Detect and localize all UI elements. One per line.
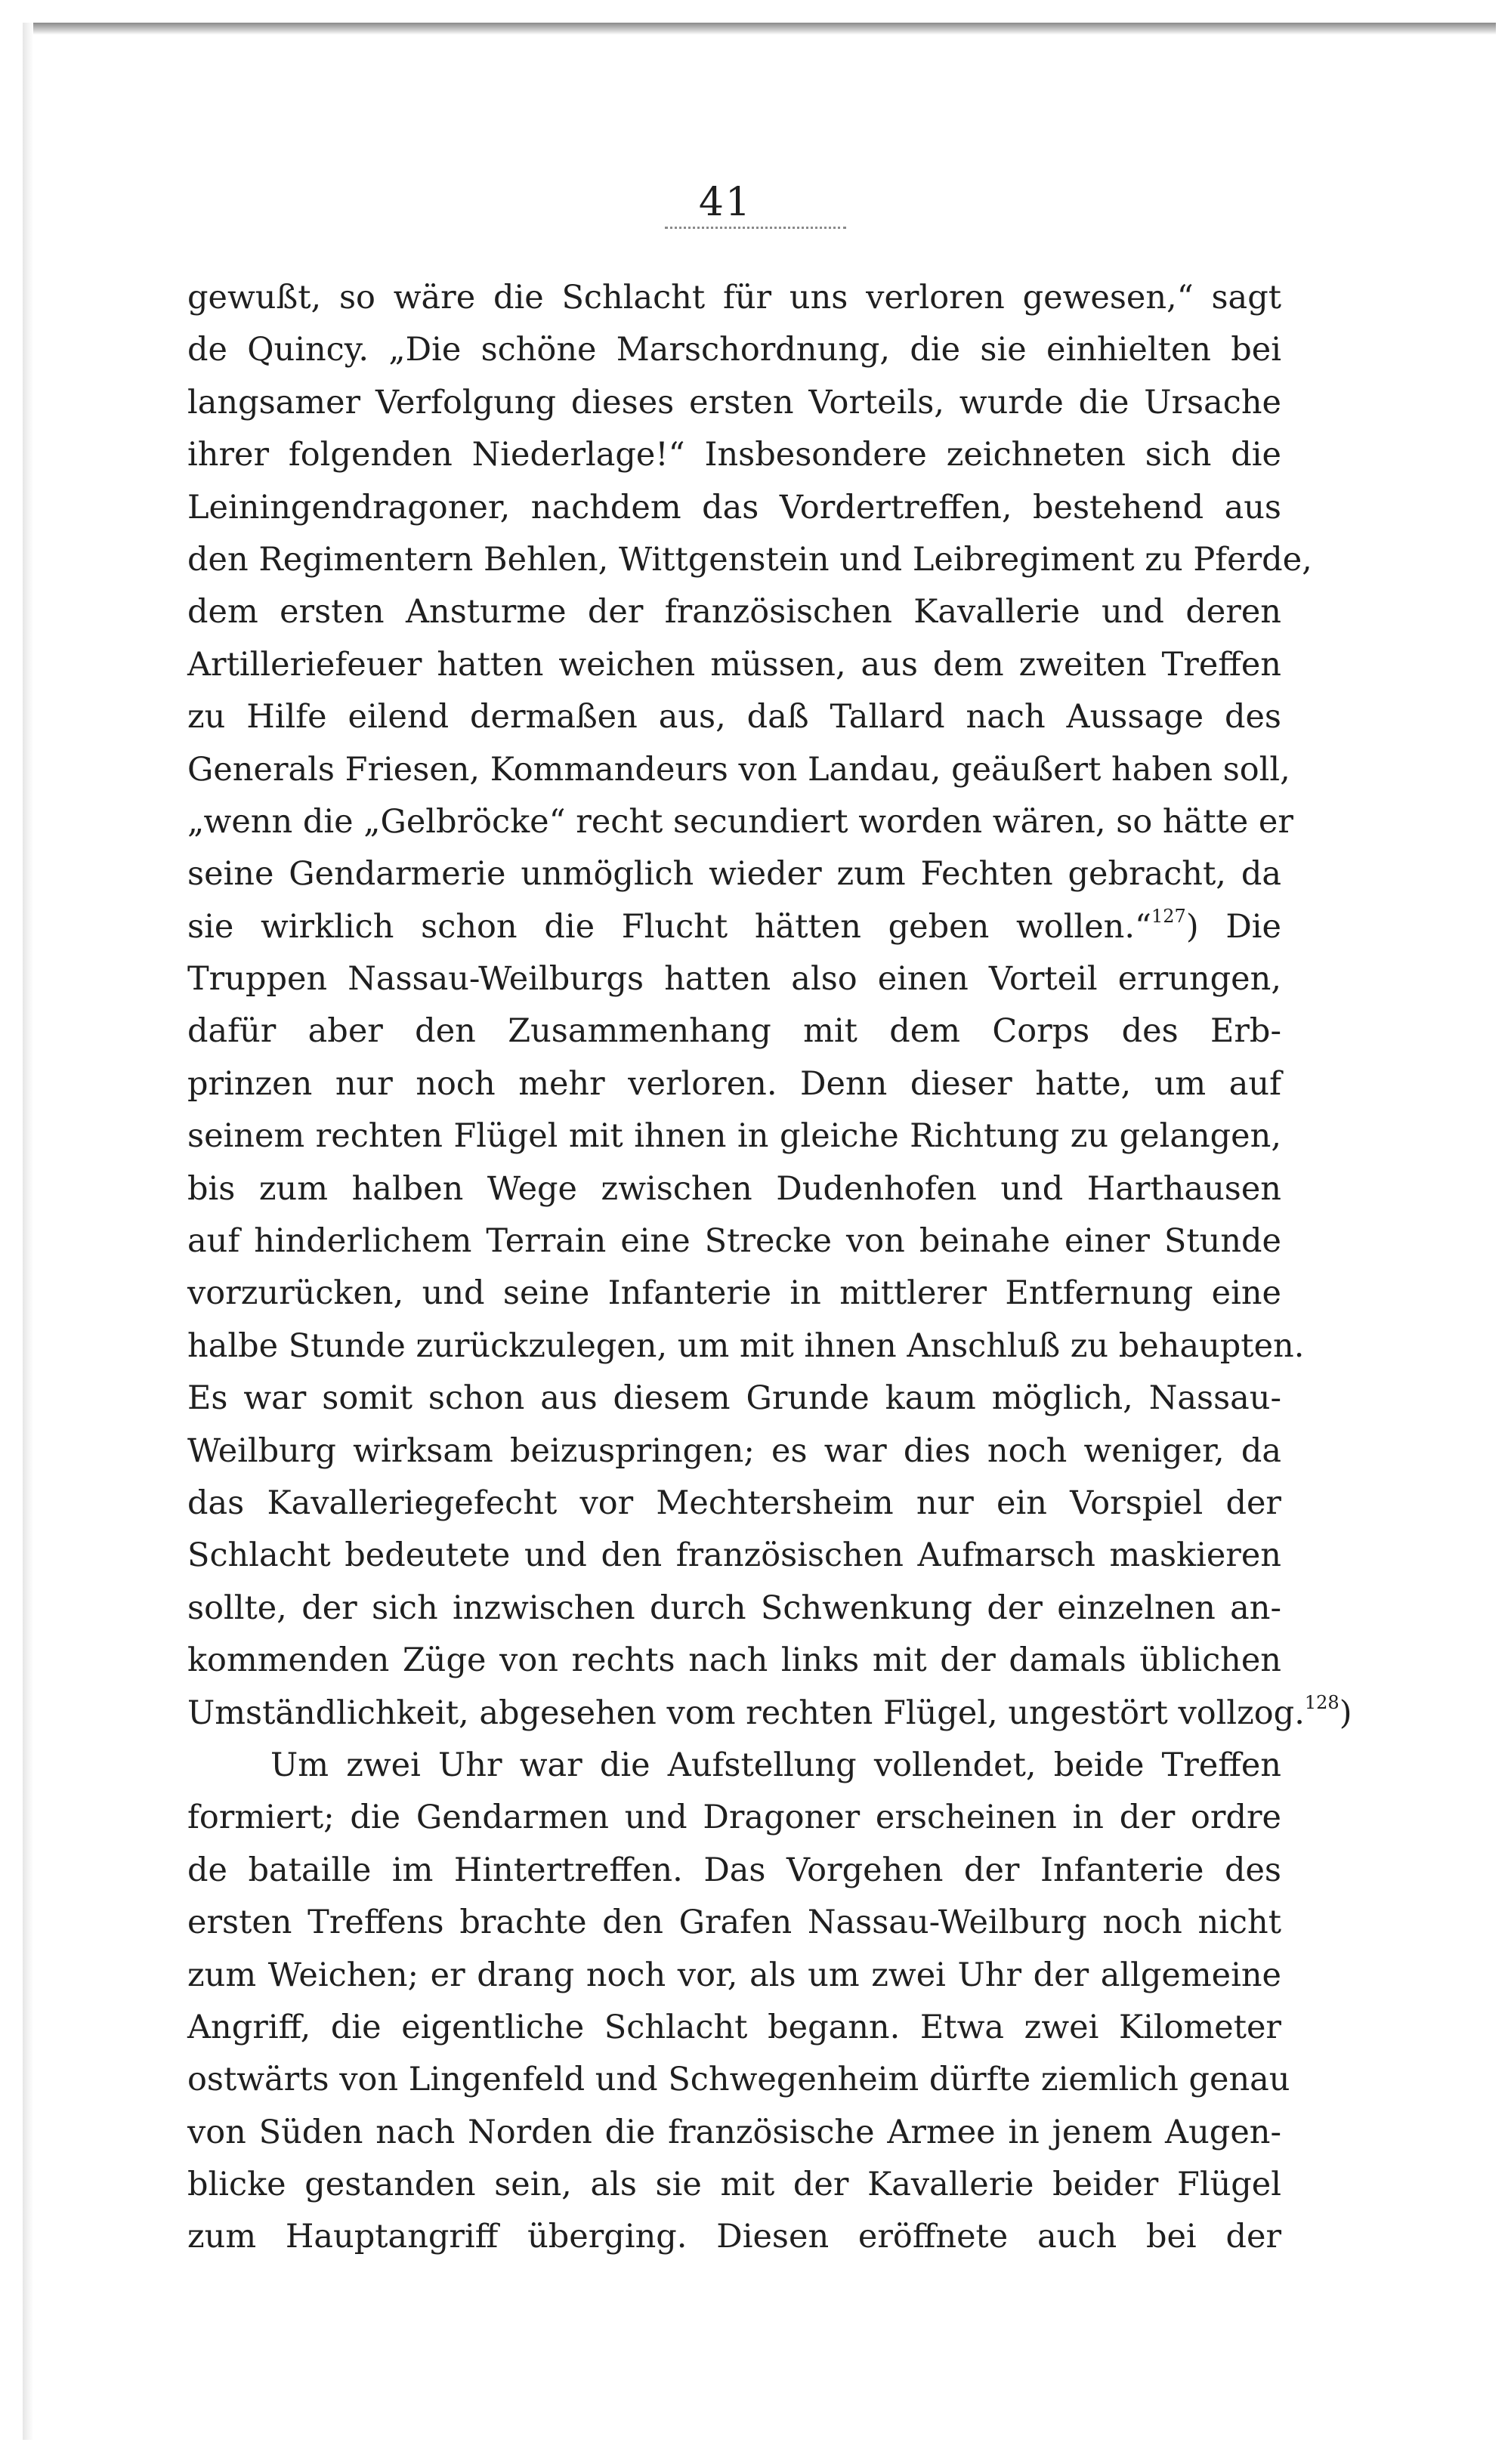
line-text-after: ) Die — [1185, 907, 1281, 946]
line-text: formiert; die Gendarmen und Dragoner erscheinen in der ordre — [187, 1799, 1281, 1837]
line-text: Angriff, die eigentliche Schlacht begann. Etwa zwei Kilometer — [187, 2008, 1281, 2046]
text-line — [187, 1792, 1281, 1844]
line-text: seine Gendarmerie unmöglich wieder zum Fechten gebracht, da — [187, 855, 1281, 894]
text-line — [187, 796, 1293, 848]
line-text: auf hinderlichem Terrain eine Strecke von beinahe einer Stunde — [187, 1222, 1281, 1261]
text-line — [187, 429, 1281, 481]
line-text: zu Hilfe eilend dermaßen aus, daß Tallard nach Aussage des — [187, 698, 1281, 736]
line-text: Um zwei Uhr war die Aufstellung vollendet, beide Treffen — [270, 1746, 1281, 1784]
text-line — [187, 1372, 1281, 1425]
body-text — [187, 272, 1352, 2264]
line-text: dafür aber den Zusammenhang mit dem Corps des Erb- — [187, 1012, 1281, 1051]
line-text: blicke gestanden sein, als sie mit der Kavallerie beider Flügel — [187, 2166, 1281, 2204]
footnote-ref: 127 — [1151, 905, 1186, 927]
line-text: ihrer folgenden Niederlage!“ Insbesondere zeichneten sich die — [187, 436, 1281, 474]
text-line — [187, 1845, 1281, 1897]
line-text: de Quincy. „Die schöne Marschordnung, die sie einhielten bei — [187, 331, 1281, 369]
text-line — [187, 639, 1281, 691]
text-line — [187, 482, 1281, 534]
line-text: Umständlichkeit, abgesehen vom rechten Flügel, ungestört vollzog. — [187, 1694, 1305, 1732]
line-text: ersten Treffens brachte den Grafen Nassau-Weilburg noch nicht — [187, 1904, 1281, 1942]
line-text: den Regimentern Behlen, Wittgenstein und Leibregiment zu Pferde, — [187, 540, 1312, 579]
text-line — [187, 1268, 1281, 1320]
page-number: 41 — [698, 180, 752, 225]
text-line — [187, 848, 1281, 900]
footnote-ref: 128 — [1304, 1691, 1340, 1713]
text-line — [187, 1110, 1281, 1163]
text-line — [187, 691, 1281, 743]
text-line — [187, 1530, 1281, 1582]
line-text: dem ersten Ansturme der französischen Kavallerie und deren — [187, 593, 1281, 631]
text-line — [187, 1320, 1305, 1372]
text-line — [187, 2211, 1281, 2263]
text-line — [187, 1635, 1281, 1687]
text-line — [187, 534, 1312, 586]
line-text: zum Weichen; er drang noch vor, als um zwei Uhr der allgemeine — [187, 1956, 1281, 1994]
line-text: zum Hauptangriff überging. Diesen eröffnete auch bei der — [187, 2218, 1281, 2256]
text-line — [187, 1058, 1281, 1110]
line-text: de bataille im Hintertreffen. Das Vorgehen der Infanterie des — [187, 1851, 1281, 1889]
line-text: sie wirklich schon die Flucht hätten geben wollen.“ — [187, 907, 1151, 946]
text-line — [187, 1005, 1281, 1058]
text-line — [187, 272, 1281, 324]
line-text: seinem rechten Flügel mit ihnen in gleiche Richtung zu gelangen, — [187, 1117, 1281, 1156]
line-text: Es war somit schon aus diesem Grunde kaum möglich, Nassau- — [187, 1379, 1281, 1418]
line-text: Generals Friesen, Kommandeurs von Landau, geäußert haben soll, — [187, 750, 1290, 789]
line-text-after: ) — [1339, 1694, 1352, 1732]
line-text: gewußt, so wäre die Schlacht für uns verloren gewesen,“ sagt — [187, 279, 1281, 316]
line-text: Truppen Nassau-Weilburgs hatten also einen Vorteil errungen, — [187, 960, 1281, 999]
text-line — [187, 1425, 1281, 1477]
text-line — [187, 1950, 1281, 2002]
line-text: halbe Stunde zurückzulegen, um mit ihnen Anschluß zu behaupten. — [187, 1326, 1305, 1365]
text-line — [187, 744, 1290, 796]
text-line — [187, 586, 1281, 638]
text-line — [187, 377, 1281, 429]
line-text: Artilleriefeuer hatten weichen müssen, aus dem zweiten Treffen — [187, 645, 1281, 684]
line-text: Weilburg wirksam beizuspringen; es war dies noch weniger, da — [187, 1431, 1281, 1470]
line-text: prinzen nur noch mehr verloren. Denn dieser hatte, um auf — [187, 1064, 1281, 1103]
line-text: kommenden Züge von rechts nach links mit der damals üblichen — [187, 1641, 1281, 1680]
text-line — [187, 324, 1281, 376]
text-line — [187, 2159, 1281, 2211]
line-text: Leiningendragoner, nachdem das Vordertreffen, bestehend aus — [187, 488, 1281, 526]
text-line — [187, 1897, 1281, 1949]
text-line — [187, 2002, 1281, 2054]
text-line — [187, 1740, 1281, 1792]
line-text: „wenn die „Gelbröcke“ recht secundiert worden wären, so hätte er — [187, 802, 1293, 841]
line-text: Schlacht bedeutete und den französischen Aufmarsch maskieren — [187, 1536, 1281, 1575]
line-text: von Süden nach Norden die französische Armee in jenem Augen- — [187, 2113, 1281, 2151]
text-line — [187, 1215, 1281, 1268]
line-text: sollte, der sich inzwischen durch Schwenkung der einzelnen an- — [187, 1589, 1281, 1627]
line-text: ostwärts von Lingenfeld und Schwegenheim dürfte ziemlich genau — [187, 2061, 1290, 2099]
line-text: bis zum halben Wege zwischen Dudenhofen und Harthausen — [187, 1169, 1281, 1208]
line-text: langsamer Verfolgung dieses ersten Vorteils, wurde die Ursache — [187, 383, 1281, 421]
text-line — [187, 901, 1281, 953]
text-line — [187, 1163, 1281, 1215]
text-line — [187, 953, 1281, 1005]
text-line — [187, 2107, 1281, 2159]
text-line — [187, 1687, 1352, 1740]
line-text: vorzurücken, und seine Infanterie in mittlerer Entfernung eine — [187, 1274, 1281, 1313]
text-line — [187, 2054, 1290, 2106]
line-text: das Kavalleriegefecht vor Mechtersheim nur ein Vorspiel der — [187, 1484, 1281, 1522]
text-line — [187, 1582, 1281, 1635]
header-rule — [665, 227, 846, 229]
text-line — [187, 1477, 1281, 1530]
